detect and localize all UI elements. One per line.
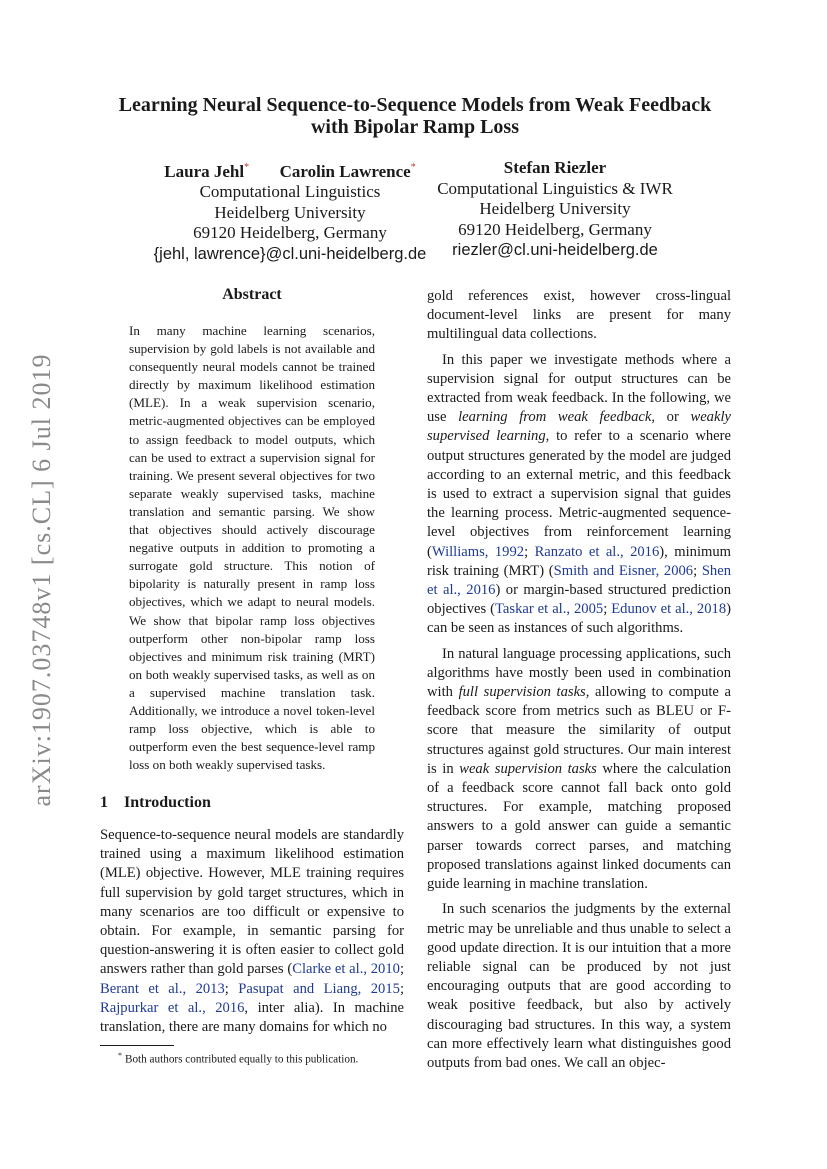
section-heading-introduction	[100, 794, 404, 812]
citation-link[interactable]: Ranzato et al., 2016	[534, 543, 660, 560]
author-name-riezler: Stefan Riezler	[503, 158, 607, 177]
footnote-text: Both authors contributed equally to this publication.	[125, 1053, 359, 1066]
author-email: {jehl, lawrence}@cl.uni-heidelberg.de	[153, 244, 427, 263]
footnote	[118, 1049, 408, 1067]
citation-link[interactable]: Pasupat and Liang, 2015	[238, 980, 400, 997]
author-email: riezler@cl.uni-heidelberg.de	[452, 241, 658, 259]
author-university: Heidelberg University	[214, 202, 366, 222]
right-column-body	[427, 287, 731, 1073]
author-name-jehl: Laura Jehl	[164, 161, 245, 181]
left-column-body	[100, 826, 404, 1037]
footnote-mark: *	[118, 1051, 122, 1060]
citation-link[interactable]: Rajpurkar et al., 2016	[100, 999, 245, 1016]
intro-paragraph-1: Sequence-to-sequence neural models are standardly trained using a maximum likelihood estimation (MLE) objective. However, MLE training requires full supervision by gold target structures, which in many scenarios are too difficult or expensive to obtain. For example, in semantic parsing for question-answering it is often easier to collect gold answers rather than gold parses (Clarke et al., 2010; Berant et al., 2013; Pasupat and Liang, 2015; Rajpurkar et al., 2016, inter alia). In machine translation, there are many domains for which no	[100, 827, 404, 1036]
author-block-right	[430, 158, 680, 261]
citation-link[interactable]: Clarke et al., 2010	[292, 961, 400, 978]
author-block-left	[140, 158, 440, 264]
footnote-rule	[100, 1045, 174, 1046]
intro-paragraph-1-continued: gold references exist, however cross-lingual document-level links are present for many multilingual data collections.	[427, 288, 731, 343]
section-title: Introduction	[124, 794, 211, 811]
intro-paragraph-3: In natural language processing applications, such algorithms have mostly been used in combination with full supervision tasks, allowing to compute a feedback score from metrics such as BLEU or F-score that measure the similarity of output structures against gold structures. Our main interest is in weak supervision tasks where the calculation of a feedback score cannot fall back onto gold structures. For example, matching proposed answers to a gold answer can guide a semantic parser towards correct parses, and matching proposed translations against linked documents can guide learning in machine translation.	[427, 645, 731, 893]
equal-contribution-mark: *	[410, 162, 416, 173]
section-number: 1	[100, 794, 108, 811]
intro-paragraph-2: In this paper we investigate methods where a supervision signal for output structures can be extracted from weak feedback. In the following, we use learning from weak feedback, or weakly supervised learning, to refer to a scenario where output structures generated by the model are judged according to an external metric, and this feedback is used to extract a supervision signal that guides the learning process. Metric-augmented sequence-level objectives from reinforcement learning (Williams, 1992; Ranzato et al., 2016), minimum risk training (MRT) (Smith and Eisner, 2006; Shen et al., 2016) or margin-based structured prediction objectives (Taskar et al., 2005; Edunov et al., 2018) can be seen as instances of such algorithms.	[427, 351, 731, 637]
author-city: 69120 Heidelberg, Germany	[458, 219, 652, 239]
author-city: 69120 Heidelberg, Germany	[193, 223, 387, 243]
citation-link[interactable]: Edunov et al., 2018	[611, 601, 727, 618]
author-name-lawrence: Carolin Lawrence	[279, 161, 411, 181]
author-university: Heidelberg University	[479, 199, 631, 218]
paper-title	[90, 94, 740, 138]
citation-link[interactable]: Shen et al., 2016	[427, 562, 731, 599]
intro-paragraph-4: In such scenarios the judgments by the external metric may be unreliable and thus unable to select a good update direction. It is our intuition that a more reliable signal can be produced by not just encouraging outputs that are good according to weak positive feedback, but also by actively discouraging bad structures. In this way, a system can more effectively learn what distinguishes good outputs from bad ones. We call an objec-	[427, 901, 731, 1071]
citation-link[interactable]: Berant et al., 2013	[100, 980, 225, 997]
abstract-heading: Abstract	[222, 286, 282, 303]
abstract-text: In many machine learning scenarios, supervision by gold labels is not available and consequently neural models cannot be trained directly by maximum likelihood estimation (MLE). In a weak supervision scenario, metric-augmented objectives can be employed to assign feedback to model outputs, which can be used to extract a supervision signal for training. We present several objectives for two separate weakly supervised tasks, machine translation and semantic parsing. We show that objectives should actively discourage negative outputs in addition to promoting a surrogate gold structure. This notion of bipolarity is naturally present in ramp loss objectives, which we adapt to neural models. We show that bipolar ramp loss objectives outperform other non-bipolar ramp loss objectives and minimum risk training (MRT) on both weakly supervised tasks, as well as on a supervised machine translation task. Additionally, we introduce a novel token-level ramp loss objective, which is able to outperform even the best sequence-level ramp loss on both weakly supervised tasks.	[129, 323, 375, 773]
citation-link[interactable]: Smith and Eisner, 2006	[553, 562, 694, 579]
title-line-1: Learning Neural Sequence-to-Sequence Models from Weak Feedback	[118, 94, 712, 116]
equal-contribution-mark: *	[244, 162, 250, 173]
citation-link[interactable]: Taskar et al., 2005	[495, 601, 604, 618]
author-dept: Computational Linguistics	[199, 182, 381, 202]
author-dept: Computational Linguistics & IWR	[437, 178, 673, 198]
citation-link[interactable]: Williams, 1992	[431, 543, 525, 560]
title-line-2: with Bipolar Ramp Loss	[310, 116, 519, 138]
arxiv-stamp: arXiv:1907.03748v1 [cs.CL] 6 Jul 2019	[27, 353, 56, 807]
